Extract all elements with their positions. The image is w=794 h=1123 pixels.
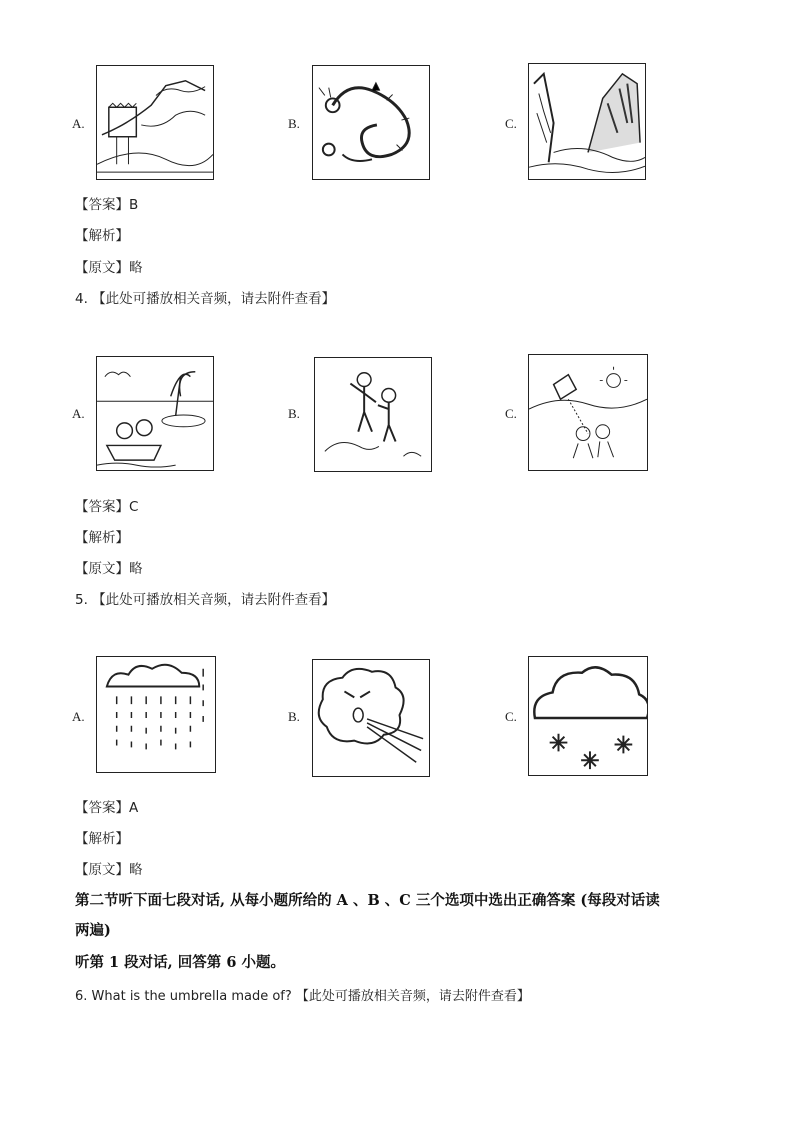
option-label-a: A. (72, 709, 85, 724)
kids-rowing-boat-icon (97, 357, 213, 470)
option-label-c: C. (505, 709, 517, 724)
q5-answer: 【答案】A (75, 800, 139, 816)
option-label-a: A. (72, 116, 85, 131)
q5-analysis: 【解析】 (75, 831, 129, 847)
option-label-a: A. (72, 406, 85, 421)
great-wall-icon (97, 66, 213, 179)
kids-flying-kite-icon (529, 355, 647, 470)
wind-picture (312, 659, 430, 777)
rain-cloud-icon (97, 657, 215, 772)
mountain-river-icon (529, 64, 645, 179)
q6-prompt[interactable]: 6. What is the umbrella made of? 【此处可播放相关音频，请去附件查看】 (75, 989, 530, 1004)
dragon-picture (312, 65, 430, 180)
snow-picture (528, 656, 648, 776)
section2-heading-continued: 两遍) (75, 922, 111, 939)
q4-analysis: 【解析】 (75, 530, 129, 546)
option-label-b: B. (288, 406, 300, 421)
section2-heading: 第二节听下面七段对话, 从每小题所给的 A 、B 、C 三个选项中选出正确答案 (每段对话读 (75, 892, 660, 909)
rain-picture (96, 656, 216, 773)
q4-prompt[interactable]: 4. 【此处可播放相关音频，请去附件查看】 (75, 291, 336, 307)
option-label-c: C. (505, 116, 517, 131)
option-label-b: B. (288, 116, 300, 131)
mountain-river-picture (528, 63, 646, 180)
section2-instruction: 听第 1 段对话, 回答第 6 小题。 (75, 954, 285, 971)
great-wall-picture (96, 65, 214, 180)
option-label-c: C. (505, 406, 517, 421)
q5-original: 【原文】略 (75, 862, 143, 878)
kite-flying-picture (528, 354, 648, 471)
option-label-b: B. (288, 709, 300, 724)
kids-climbing-hill-icon (315, 358, 431, 471)
q3-original: 【原文】略 (75, 260, 143, 276)
q4-original: 【原文】略 (75, 561, 143, 577)
chinese-dragon-icon (313, 66, 429, 179)
q3-answer: 【答案】B (75, 197, 139, 213)
q5-prompt[interactable]: 5. 【此处可播放相关音频，请去附件查看】 (75, 592, 336, 608)
rowing-boat-picture (96, 356, 214, 471)
q4-answer: 【答案】C (75, 499, 139, 515)
hill-climbing-picture (314, 357, 432, 472)
snow-cloud-icon (529, 657, 647, 775)
q3-analysis: 【解析】 (75, 228, 129, 244)
wind-cloud-icon (313, 660, 429, 776)
